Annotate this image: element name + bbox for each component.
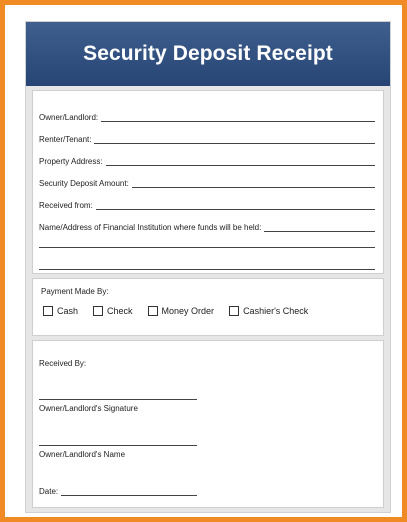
received-from-field[interactable] [39,201,375,210]
received-by-panel [32,340,384,508]
deposit-amount-field[interactable] [39,179,375,188]
payment-title: Payment Made By: [41,287,109,296]
receipt-title: Security Deposit Receipt [26,22,390,86]
financial-institution-line-2[interactable] [39,247,375,248]
receipt-sheet [25,21,391,513]
field-label: Name/Address of Financial Institution where funds will be held: [39,223,262,232]
fill-line [132,186,375,188]
date-line [61,494,197,496]
option-label: Cashier's Check [243,306,309,316]
money-order-checkbox[interactable] [148,306,158,316]
renter-tenant-field[interactable] [39,135,375,144]
cashiers-check-option[interactable] [229,306,308,316]
option-label: Cash [57,306,79,316]
field-label: Security Deposit Amount: [39,179,129,188]
check-checkbox[interactable] [93,306,103,316]
property-address-field[interactable] [39,157,375,166]
cash-checkbox[interactable] [43,306,53,316]
fill-line [96,208,375,210]
fill-line [101,120,375,122]
field-label: Received from: [39,201,93,210]
fill-line [264,230,375,232]
financial-institution-line-3[interactable] [39,269,375,270]
check-option[interactable] [93,306,133,316]
option-label: Check [107,306,133,316]
option-label: Money Order [161,306,215,316]
name-label: Owner/Landlord's Name [39,450,126,459]
name-line[interactable] [39,445,197,446]
date-label: Date: [39,487,59,496]
received-by-title: Received By: [39,359,87,368]
signature-label: Owner/Landlord's Signature [39,404,138,413]
cashiers-check-checkbox[interactable] [229,306,239,316]
owner-landlord-field[interactable] [39,113,375,122]
fill-line [106,164,375,166]
signature-line[interactable] [39,399,197,400]
cash-option[interactable] [43,306,78,316]
payment-panel [32,278,384,336]
field-label: Renter/Tenant: [39,135,92,144]
date-field[interactable] [39,487,197,496]
field-label: Owner/Landlord: [39,113,99,122]
fill-line [94,142,375,144]
details-panel [32,90,384,274]
financial-institution-field[interactable] [39,223,375,232]
payment-options [43,306,323,316]
field-label: Property Address: [39,157,103,166]
money-order-option[interactable] [148,306,215,316]
